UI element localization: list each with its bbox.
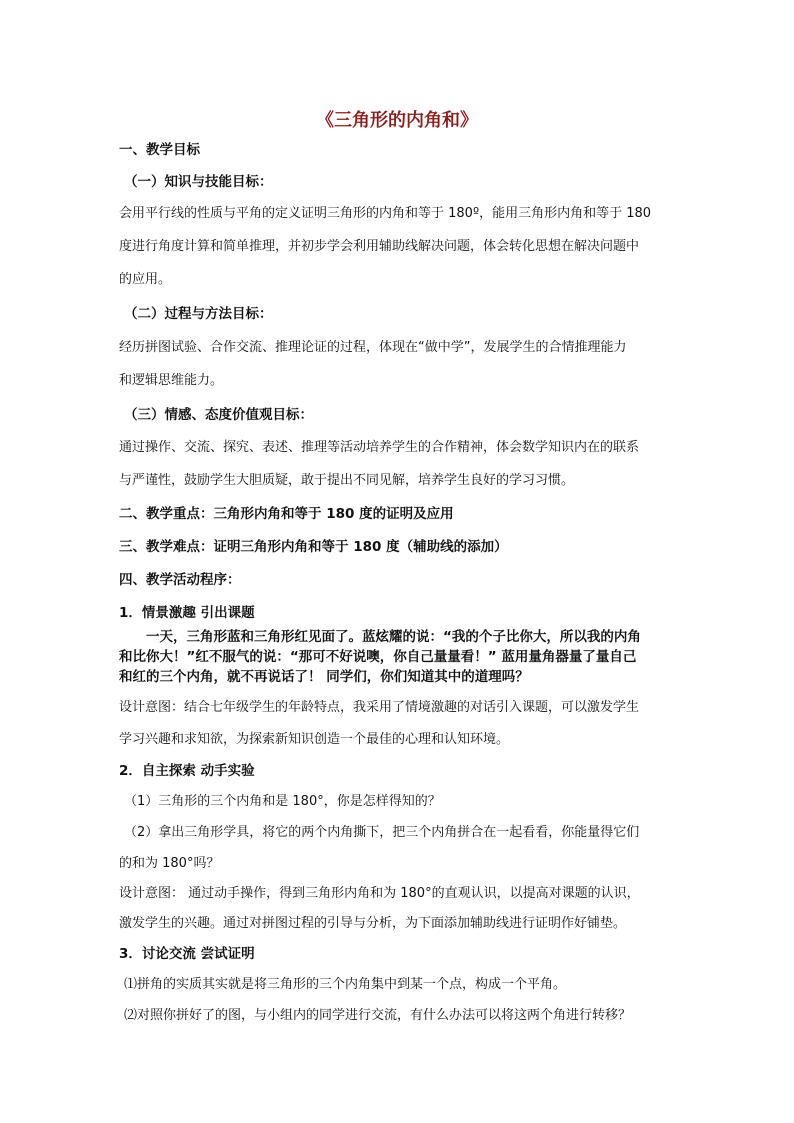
subheading-knowledge-goals: （一）知识与技能目标：: [124, 174, 273, 190]
paragraph-line: 和逻辑思维能力。: [119, 373, 224, 388]
heading-difficulties: 三、教学难点：证明三角形内角和等于 180 度（辅助线的添加）: [119, 539, 508, 555]
paragraph-line: 的应用。: [119, 272, 172, 287]
question-2-line: （2）拿出三角形学具，将它的两个内角撕下，把三个内角拼合在一起看看，你能量得它们: [124, 825, 640, 840]
section-1-title: 1．情景激趣 引出课题: [119, 605, 255, 621]
subheading-attitude-goals: （三）情感、态度价值观目标：: [124, 407, 313, 423]
paragraph-line: 会用平行线的性质与平角的定义证明三角形的内角和等于 180º，能用三角形内角和等于 180: [119, 206, 652, 221]
section-3-title: 3．讨论交流 尝试证明: [119, 946, 255, 962]
paragraph-line: 通过操作、交流、探究、表述、推理等活动培养学生的合作精神，体会数学知识内在的联系: [119, 440, 640, 455]
discussion-point-1: ⑴拼角的实质其实就是将三角形的三个内角集中到某一个点，构成一个平角。: [124, 977, 567, 992]
question-2-line: 的和为 180°吗？: [119, 856, 220, 871]
design-intent-line: 激发学生的兴趣。通过对拼图过程的引导与分析，为下面添加辅助线进行证明作好铺垫。: [119, 916, 627, 931]
story-line: 和比你大！”红不服气的说：“那可不好说噢，你自己量量看！” 蓝用量角器量了量自己: [119, 649, 637, 665]
design-intent-line: 设计意图：结合七年级学生的年龄特点，我采用了情境激趣的对话引入课题，可以激发学生: [119, 700, 640, 715]
paragraph-line: 经历拼图试验、合作交流、推理论证的过程，体现在“做中学”，发展学生的合情推理能力: [119, 340, 627, 355]
heading-teaching-goals: 一、教学目标: [119, 142, 200, 158]
question-1: （1）三角形的三个内角和是 180°，你是怎样得知的？: [124, 794, 441, 809]
heading-activity-procedure: 四、教学活动程序：: [119, 572, 241, 588]
paragraph-line: 与严谨性，鼓励学生大胆质疑，敢于提出不同见解，培养学生良好的学习习惯。: [119, 473, 575, 488]
design-intent-line: 学习兴趣和求知欲，为探索新知识创造一个最佳的心理和认知环境。: [119, 732, 510, 747]
subheading-process-goals: （二）过程与方法目标：: [124, 306, 273, 322]
heading-key-points: 二、教学重点：三角形内角和等于 180 度的证明及应用: [119, 506, 454, 522]
document-title: 《三角形的内角和》: [316, 110, 478, 131]
story-line: 和红的三个内角，就不再说话了！ 同学们，你们知道其中的道理吗？: [119, 669, 529, 685]
paragraph-line: 度进行角度计算和简单推理，并初步学会利用辅助线解决问题，体会转化思想在解决问题中: [119, 239, 640, 254]
story-line: 一天，三角形蓝和三角形红见面了。蓝炫耀的说：“我的个子比你大，所以我的内角: [146, 629, 641, 645]
discussion-point-2: ⑵对照你拼好了的图，与小组内的同学进行交流，有什么办法可以将这两个角进行转移？: [124, 1008, 632, 1023]
design-intent-line: 设计意图： 通过动手操作，得到三角形内角和为 180°的直观认识，以提高对课题的认识，: [119, 886, 640, 901]
section-2-title: 2．自主探索 动手实验: [119, 763, 255, 779]
